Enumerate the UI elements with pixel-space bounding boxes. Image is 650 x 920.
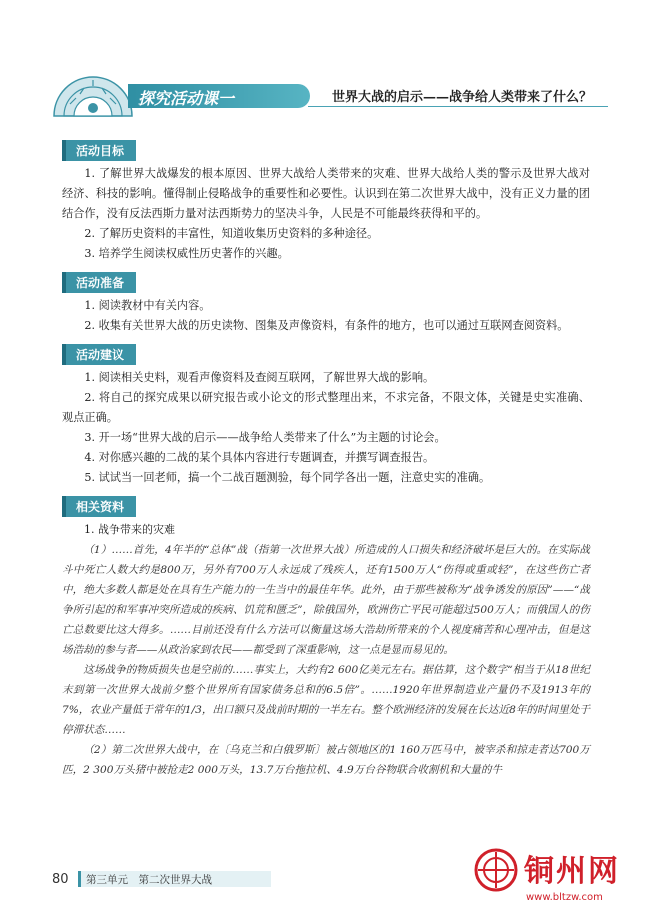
suggestion-item: 3. 开一场“世界大战的启示——战争给人类带来了什么”为主题的讨论会。 bbox=[84, 431, 446, 444]
page-number: 80 bbox=[52, 872, 69, 887]
material-paragraph: （1）……首先，4年半的“总体”战（指第一次世界大战）所造成的人口损失和经济破坏是巨大的。在实际战斗中死亡人数大约是800万，另外有700万人永远成了残疾人，还有1500万人“伤得或重或轻”，在这些伤亡者中，绝大多数人都是处在具有生产能力的一生当中的最佳年华。此外，由于那些被称为“战争诱发的原因”——“战争所引起的和军事冲突所造成的疾病、饥荒和匮乏”，除俄国外，欧洲伤亡平民可能超过500万人；而俄国人的伤亡总数要比这大得多。……目前还没有什么方法可以衡量这场大浩劫所带来的个人视度痛苦和心理冲击，但是这场浩劫的参与者——从政治家到农民——都受到了深重影响，这一点是显而易见的。 bbox=[62, 544, 590, 656]
suggestion-item: 2. 将自己的探究成果以研究报告或小论文的形式整理出来，不求完备，不限文体，关键是史实准确、观点正确。 bbox=[62, 391, 590, 424]
materials-subheading: 1. 战争带来的灾难 bbox=[84, 523, 175, 536]
watermark-logo-icon bbox=[474, 848, 518, 892]
header-rule bbox=[308, 106, 608, 107]
goal-item: 3. 培养学生阅读权威性历史著作的兴趣。 bbox=[84, 247, 289, 260]
suggestion-item: 5. 试试当一回老师，搞一个二战百题测验，每个同学各出一题，注意史实的准确。 bbox=[84, 471, 491, 484]
section-materials bbox=[62, 496, 590, 780]
section-heading-materials: 相关资料 bbox=[62, 496, 136, 517]
suggestion-item: 1. 阅读相关史料，观看声像资料及查阅互联网，了解世界大战的影响。 bbox=[84, 371, 435, 384]
footer-unit-label: 第三单元 第二次世界大战 bbox=[86, 874, 212, 886]
section-heading-goals: 活动目标 bbox=[62, 140, 136, 161]
watermark-name: 铜州网 bbox=[524, 854, 620, 889]
section-heading-preparation: 活动准备 bbox=[62, 272, 136, 293]
goal-item: 2. 了解历史资料的丰富性，知道收集历史资料的多种途径。 bbox=[84, 227, 379, 240]
goal-item: 1. 了解世界大战爆发的根本原因、世界大战给人类带来的灾难、世界大战给人类的警示及世界大战对经济、科技的影响。懂得制止侵略战争的重要性和必要性。认识到在第二次世界大战中，没有正义力量的团结合作，没有反法西斯力量对法西斯势力的坚决斗争，人民是不可能最终获得和平的。 bbox=[62, 167, 590, 220]
lesson-label: 探究活动课一 bbox=[138, 89, 235, 108]
material-paragraph: 这场战争的物质损失也是空前的……事实上，大约有2 600亿美元左右。据估算，这个数字“相当于从18世纪末到第一次世界大战前夕整个世界所有国家债务总和的6.5倍”。……1920年世界制造业产量仍不及1913年的7%，农业产量低于常年的1/3，出口额只及战前时期的一半左右。整个欧洲经济的发展在长达近8年的时间里处于停滞状态…… bbox=[62, 664, 590, 736]
site-watermark bbox=[474, 846, 644, 916]
medallion-ornament-icon bbox=[52, 74, 134, 118]
main-content bbox=[62, 140, 590, 788]
page-title: 世界大战的启示——战争给人类带来了什么？ bbox=[332, 90, 593, 105]
section-heading-suggestions: 活动建议 bbox=[62, 344, 136, 365]
watermark-url: www.bltzw.com bbox=[526, 892, 603, 903]
section-preparation bbox=[62, 272, 590, 336]
preparation-item: 1. 阅读教材中有关内容。 bbox=[84, 299, 211, 312]
lesson-banner bbox=[128, 84, 310, 108]
section-goals bbox=[62, 140, 590, 264]
preparation-item: 2. 收集有关世界大战的历史读物、图集及声像资料，有条件的地方，也可以通过互联网查阅资料。 bbox=[84, 319, 569, 332]
suggestion-item: 4. 对你感兴趣的二战的某个具体内容进行专题调查，并撰写调查报告。 bbox=[84, 451, 435, 464]
lesson-header bbox=[52, 72, 612, 122]
material-paragraph: （2）第二次世界大战中，在〔乌克兰和白俄罗斯〕被占领地区的1 160万匹马中，被宰杀和掠走者达700万匹，2 300万头猪中被抢走2 000万头，13.7万台拖拉机、4.9万台谷物联合收割机和大量的牛 bbox=[62, 744, 590, 776]
section-suggestions bbox=[62, 344, 590, 488]
